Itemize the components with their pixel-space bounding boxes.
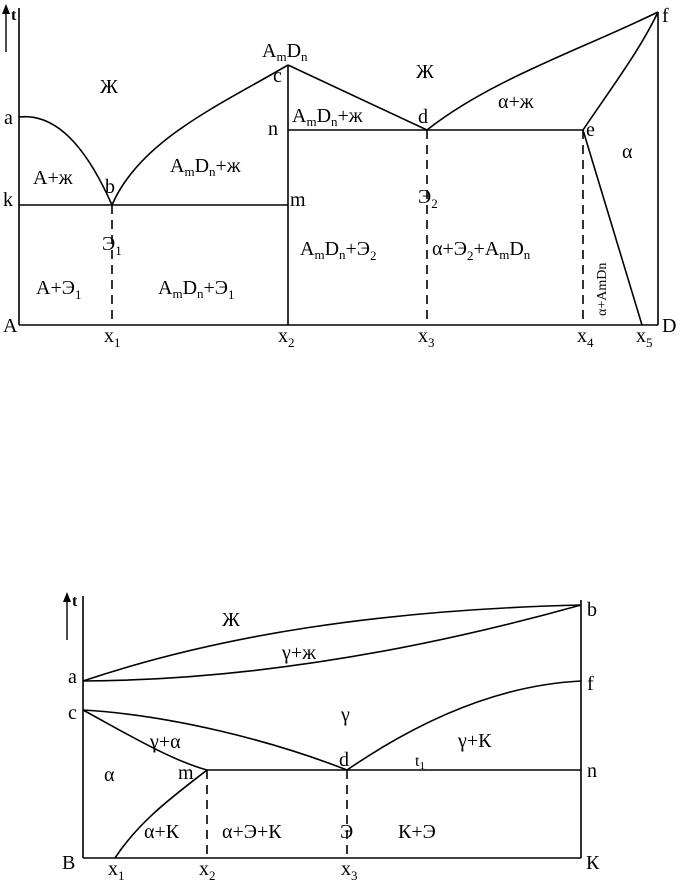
diagram-1 bbox=[2, 4, 676, 350]
point-n-2: n bbox=[587, 760, 597, 782]
x-tick-1-2: $x_1$ bbox=[108, 858, 125, 883]
liquidus-a-b bbox=[83, 605, 581, 681]
region-liquid-right: Ж bbox=[416, 61, 434, 83]
point-c-2: c bbox=[68, 702, 77, 724]
region-gamma-plus-alpha: γ+α bbox=[150, 731, 181, 753]
solidus-a-b bbox=[83, 605, 581, 681]
region-alpha-plus-liquid: α+ж bbox=[498, 91, 534, 113]
region-alpha-plus-k: α+К bbox=[144, 821, 180, 843]
point-n: n bbox=[268, 118, 278, 140]
point-A: A bbox=[3, 315, 18, 337]
line-d-f bbox=[347, 681, 581, 770]
point-f: f bbox=[662, 5, 669, 27]
point-k: k bbox=[3, 189, 13, 211]
region-gamma-plus-k: γ+К bbox=[458, 730, 492, 752]
point-m: m bbox=[290, 189, 306, 211]
point-e: e bbox=[586, 119, 595, 141]
x-tick-4: $x_4$ bbox=[577, 325, 594, 350]
region-alpha-e-k: α+Э+К bbox=[222, 821, 282, 843]
line-c-m bbox=[83, 710, 207, 770]
eutectic-1-label: $Э_1$ bbox=[102, 233, 122, 258]
region-alpha-e2-amdn: $\alpha+Э_2+A_mD_n$ bbox=[432, 238, 531, 263]
region-alpha: α bbox=[622, 141, 633, 163]
point-b-2: b bbox=[587, 599, 597, 621]
t-axis-arrow-head bbox=[2, 4, 10, 14]
t-axis-arrow-head-2 bbox=[63, 592, 71, 602]
point-m-2: m bbox=[178, 762, 194, 784]
t-axis-label-2: t bbox=[72, 593, 78, 610]
x-tick-5: $x_5$ bbox=[636, 325, 653, 350]
point-a-2: a bbox=[68, 666, 77, 688]
point-a: a bbox=[4, 107, 13, 129]
region-alpha-plus-amdn: α+AmDn bbox=[595, 262, 610, 316]
t-axis-label: t bbox=[11, 7, 17, 24]
point-B: В bbox=[62, 852, 76, 874]
x-tick-3-2: $x_3$ bbox=[341, 858, 358, 883]
region-k-plus-e: К+Э bbox=[398, 821, 436, 843]
point-t1: t1 bbox=[415, 753, 425, 772]
region-gamma-plus-liquid: γ+ж bbox=[282, 642, 316, 664]
region-alpha-2: α bbox=[104, 764, 115, 786]
region-amdn-plus-e2: $A_mD_n+Э_2$ bbox=[300, 238, 377, 263]
region-amdn-plus-liquid-left: $A_mD_n+ж$ bbox=[170, 155, 241, 179]
eutectic-2-label: $Э_2$ bbox=[418, 186, 438, 211]
region-liquid-2: Ж bbox=[222, 609, 240, 631]
region-amdn-plus-liquid-right: $A_mD_n+ж$ bbox=[292, 105, 363, 129]
region-gamma: γ bbox=[341, 704, 350, 726]
liquidus-a-b bbox=[19, 117, 112, 205]
compound-label: $A_mD_n$ bbox=[262, 40, 308, 64]
x-tick-2: $x_2$ bbox=[278, 325, 295, 350]
solvus-e-x5 bbox=[583, 130, 642, 325]
x-tick-2-2: $x_2$ bbox=[199, 858, 216, 883]
point-f-2: f bbox=[587, 673, 594, 695]
diagram-2 bbox=[62, 592, 600, 883]
point-d-2: d bbox=[339, 749, 349, 771]
region-a-plus-e1: $А+Э_1$ bbox=[36, 277, 82, 302]
x-tick-3: $x_3$ bbox=[418, 325, 435, 350]
point-b: b bbox=[105, 176, 115, 198]
point-D: D bbox=[662, 315, 677, 337]
region-amdn-plus-e1: $A_mD_n+Э_1$ bbox=[158, 277, 235, 302]
point-c: c bbox=[273, 65, 282, 87]
point-K: К bbox=[586, 852, 600, 874]
point-d: d bbox=[418, 106, 428, 128]
region-a-plus-liquid: А+ж bbox=[33, 167, 73, 189]
eutectic-label-2: Э bbox=[340, 821, 354, 843]
line-c-d-upper bbox=[83, 710, 347, 770]
region-liquid-left: Ж bbox=[100, 76, 118, 98]
liquidus-b-c bbox=[112, 65, 288, 205]
x-tick-1: $x_1$ bbox=[104, 325, 121, 350]
